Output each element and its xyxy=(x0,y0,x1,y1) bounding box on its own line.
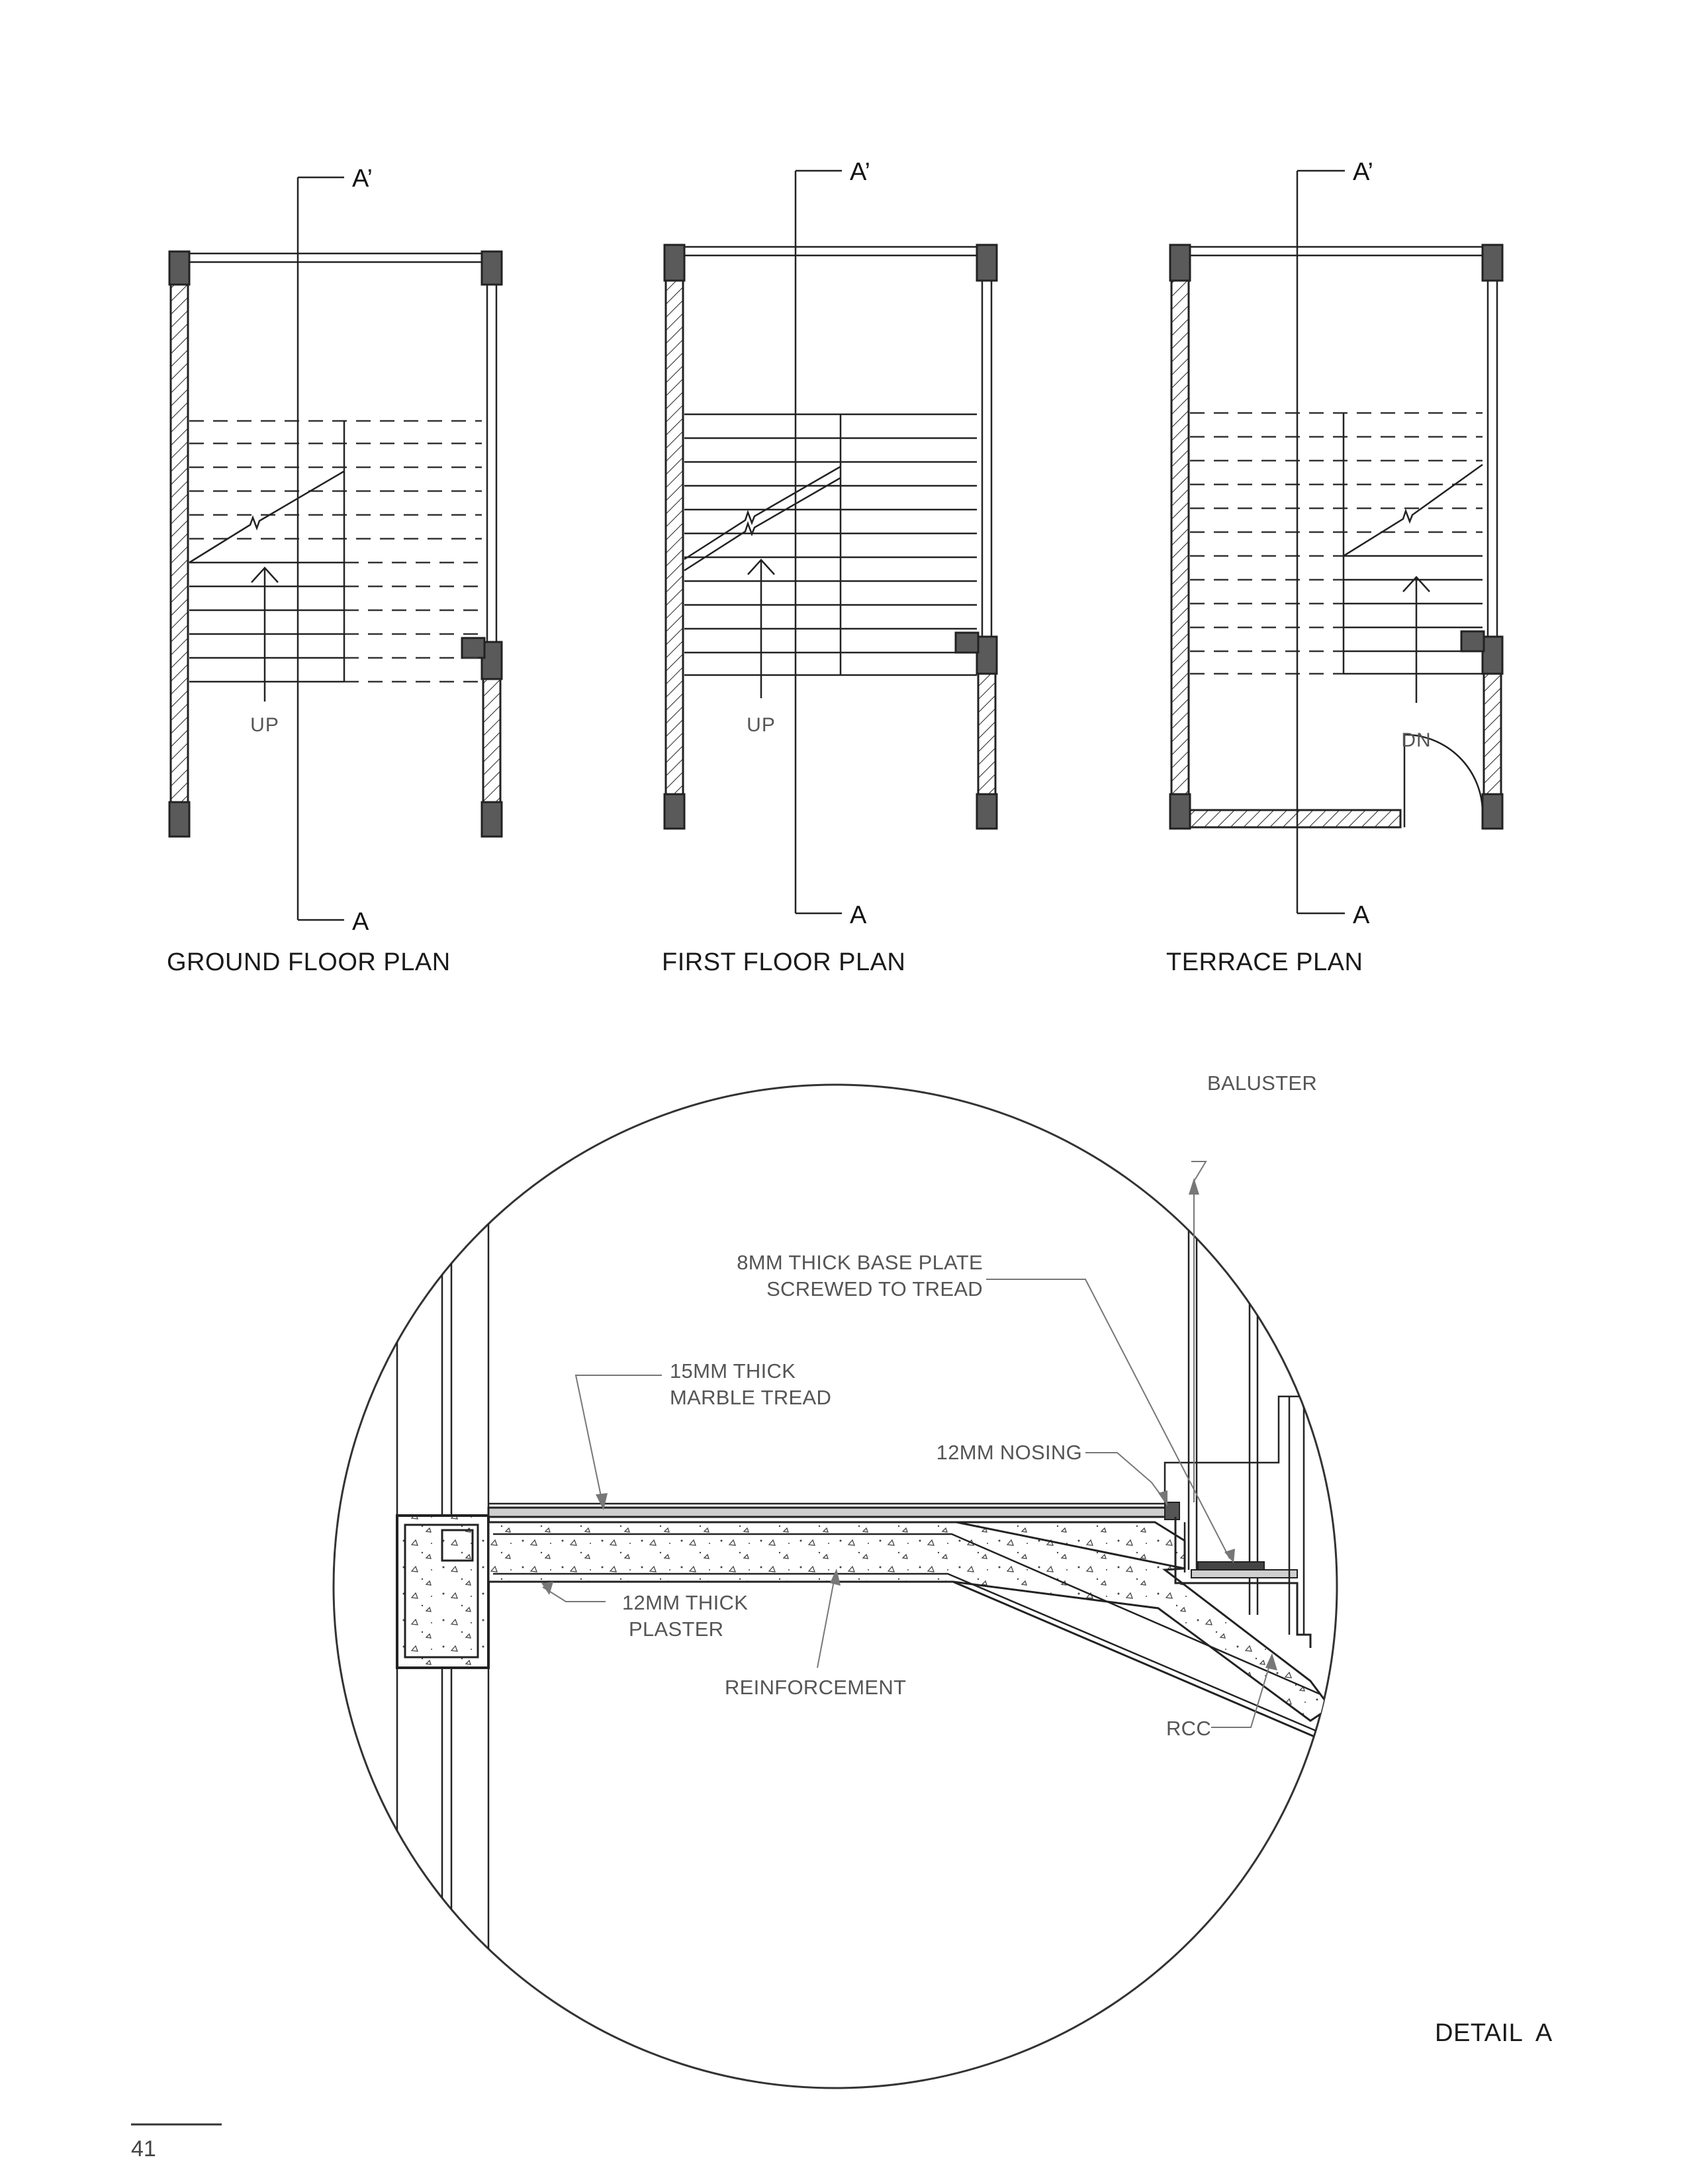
terrace-plan xyxy=(1166,158,1502,976)
callout-plaster-line2: PLASTER xyxy=(629,1617,724,1641)
callout-marble-line1: 15MM THICK xyxy=(670,1359,796,1383)
ground-floor-plan xyxy=(167,165,502,976)
terrace-direction-label: DN xyxy=(1401,729,1432,751)
callout-plaster-line1: 12MM THICK xyxy=(622,1591,749,1614)
first-section-bottom: A xyxy=(850,901,867,929)
callout-nosing: 12MM NOSING xyxy=(936,1441,1082,1464)
callout-base-plate-line2: SCREWED TO TREAD xyxy=(766,1277,983,1300)
callout-baluster: BALUSTER xyxy=(1207,1071,1318,1095)
terrace-title: TERRACE PLAN xyxy=(1166,948,1363,976)
terrace-section-top: A’ xyxy=(1353,158,1373,186)
ground-section-bottom: A xyxy=(352,908,369,936)
callout-base-plate-line1: 8MM THICK BASE PLATE xyxy=(737,1251,983,1274)
callout-rcc: RCC xyxy=(1166,1717,1212,1740)
callout-reinforcement: REINFORCEMENT xyxy=(725,1676,907,1699)
first-stair-treads xyxy=(684,414,977,675)
callout-marble-line2: MARBLE TREAD xyxy=(670,1386,832,1409)
first-direction-label: UP xyxy=(747,714,776,736)
ground-floor-title: GROUND FLOOR PLAN xyxy=(167,948,451,976)
first-floor-title: FIRST FLOOR PLAN xyxy=(662,948,906,976)
rcc-slab xyxy=(488,1522,1330,1721)
ground-stair-treads xyxy=(189,421,482,682)
baluster-leader xyxy=(1191,1161,1206,1502)
first-floor-plan xyxy=(662,158,997,976)
page-number: 41 xyxy=(131,2136,156,2161)
first-section-top: A’ xyxy=(850,158,870,186)
ground-direction-label: UP xyxy=(250,714,279,736)
terrace-section-bottom: A xyxy=(1353,901,1370,929)
ground-section-top: A’ xyxy=(352,165,373,193)
marble-tread xyxy=(488,1508,1175,1517)
detail-a xyxy=(334,1059,1553,2118)
detail-title: DETAIL A xyxy=(1435,2019,1553,2047)
terrace-stair-treads xyxy=(1190,413,1483,674)
base-plate xyxy=(1198,1562,1264,1570)
